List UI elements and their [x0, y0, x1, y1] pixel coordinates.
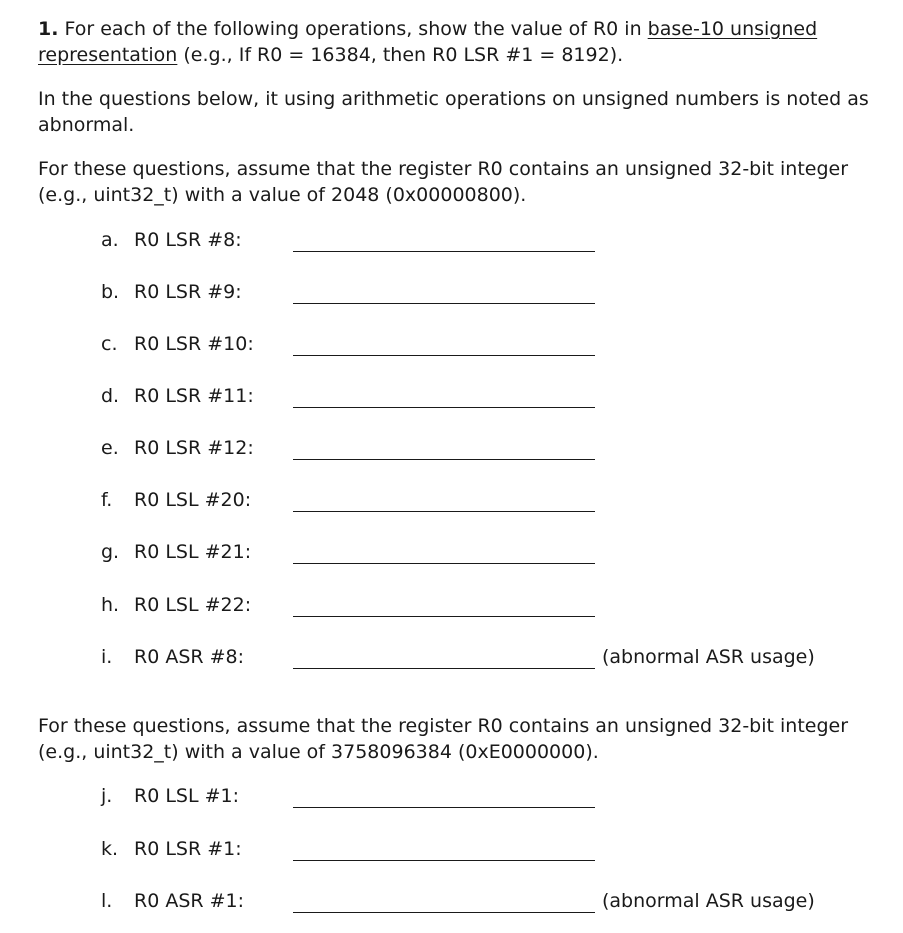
question-label: j.: [101, 785, 113, 807]
question-label: a.: [101, 229, 119, 251]
question-operation: R0 LSR #9:: [134, 281, 242, 303]
question-f: [0, 487, 903, 513]
question-operation: R0 LSR #12:: [134, 437, 254, 459]
section-1-premise: For these questions, assume that the register R0 contains an unsigned 32-bit integer (e.g., uint32_t) with a value of 2048 (0x00000800).: [38, 158, 849, 206]
question-j: [0, 783, 903, 809]
question-operation: R0 LSR #1:: [134, 838, 242, 860]
answer-blank[interactable]: [293, 648, 595, 669]
answer-blank[interactable]: [293, 283, 595, 304]
question-i: [0, 644, 903, 670]
question-operation: R0 LSL #1:: [134, 785, 240, 807]
question-label: f.: [101, 489, 113, 511]
question-c: [0, 331, 903, 357]
answer-blank[interactable]: [293, 787, 595, 808]
question-operation: R0 LSR #10:: [134, 333, 254, 355]
abnormal-note-paragraph: In the questions below, it using arithmetic operations on unsigned numbers is noted as abnormal.: [38, 88, 869, 136]
answer-blank[interactable]: [293, 231, 595, 252]
question-operation: R0 ASR #1:: [134, 890, 245, 912]
abnormal-asr-note: (abnormal ASR usage): [602, 890, 815, 912]
answer-blank[interactable]: [293, 335, 595, 356]
answer-blank[interactable]: [293, 387, 595, 408]
question-operation: R0 ASR #8:: [134, 646, 245, 668]
answer-blank[interactable]: [293, 892, 595, 913]
question-label: e.: [101, 437, 119, 459]
answer-blank[interactable]: [293, 491, 595, 512]
question-l: [0, 888, 903, 914]
problem-intro-text: For each of the following operations, show the value of R0 in: [58, 18, 648, 40]
question-label: h.: [101, 594, 120, 616]
question-operation: R0 LSL #21:: [134, 541, 252, 563]
question-label: c.: [101, 333, 118, 355]
question-label: l.: [101, 890, 113, 912]
question-operation: R0 LSL #22:: [134, 594, 252, 616]
question-label: d.: [101, 385, 120, 407]
question-label: g.: [101, 541, 120, 563]
problem-statement: [38, 16, 878, 68]
question-k: [0, 836, 903, 862]
question-operation: R0 LSL #20:: [134, 489, 252, 511]
question-b: [0, 279, 903, 305]
question-d: [0, 383, 903, 409]
question-label: k.: [101, 838, 119, 860]
question-label: b.: [101, 281, 120, 303]
answer-blank[interactable]: [293, 596, 595, 617]
question-a: [0, 227, 903, 253]
abnormal-asr-note: (abnormal ASR usage): [602, 646, 815, 668]
question-e: [0, 435, 903, 461]
answer-blank[interactable]: [293, 543, 595, 564]
question-operation: R0 LSR #11:: [134, 385, 254, 407]
question-g: [0, 539, 903, 565]
question-operation: R0 LSR #8:: [134, 229, 242, 251]
answer-blank[interactable]: [293, 439, 595, 460]
question-label: i.: [101, 646, 113, 668]
section-2-premise: For these questions, assume that the register R0 contains an unsigned 32-bit integer (e.g., uint32_t) with a value of 3758096384 (0xE0000000).: [38, 715, 849, 763]
answer-blank[interactable]: [293, 840, 595, 861]
question-h: [0, 592, 903, 618]
problem-underlined-phrase: base-10 unsigned representation: [38, 18, 818, 66]
problem-number: 1.: [38, 18, 59, 40]
problem-example: (e.g., If R0 = 16384, then R0 LSR #1 = 8192).: [177, 44, 624, 66]
